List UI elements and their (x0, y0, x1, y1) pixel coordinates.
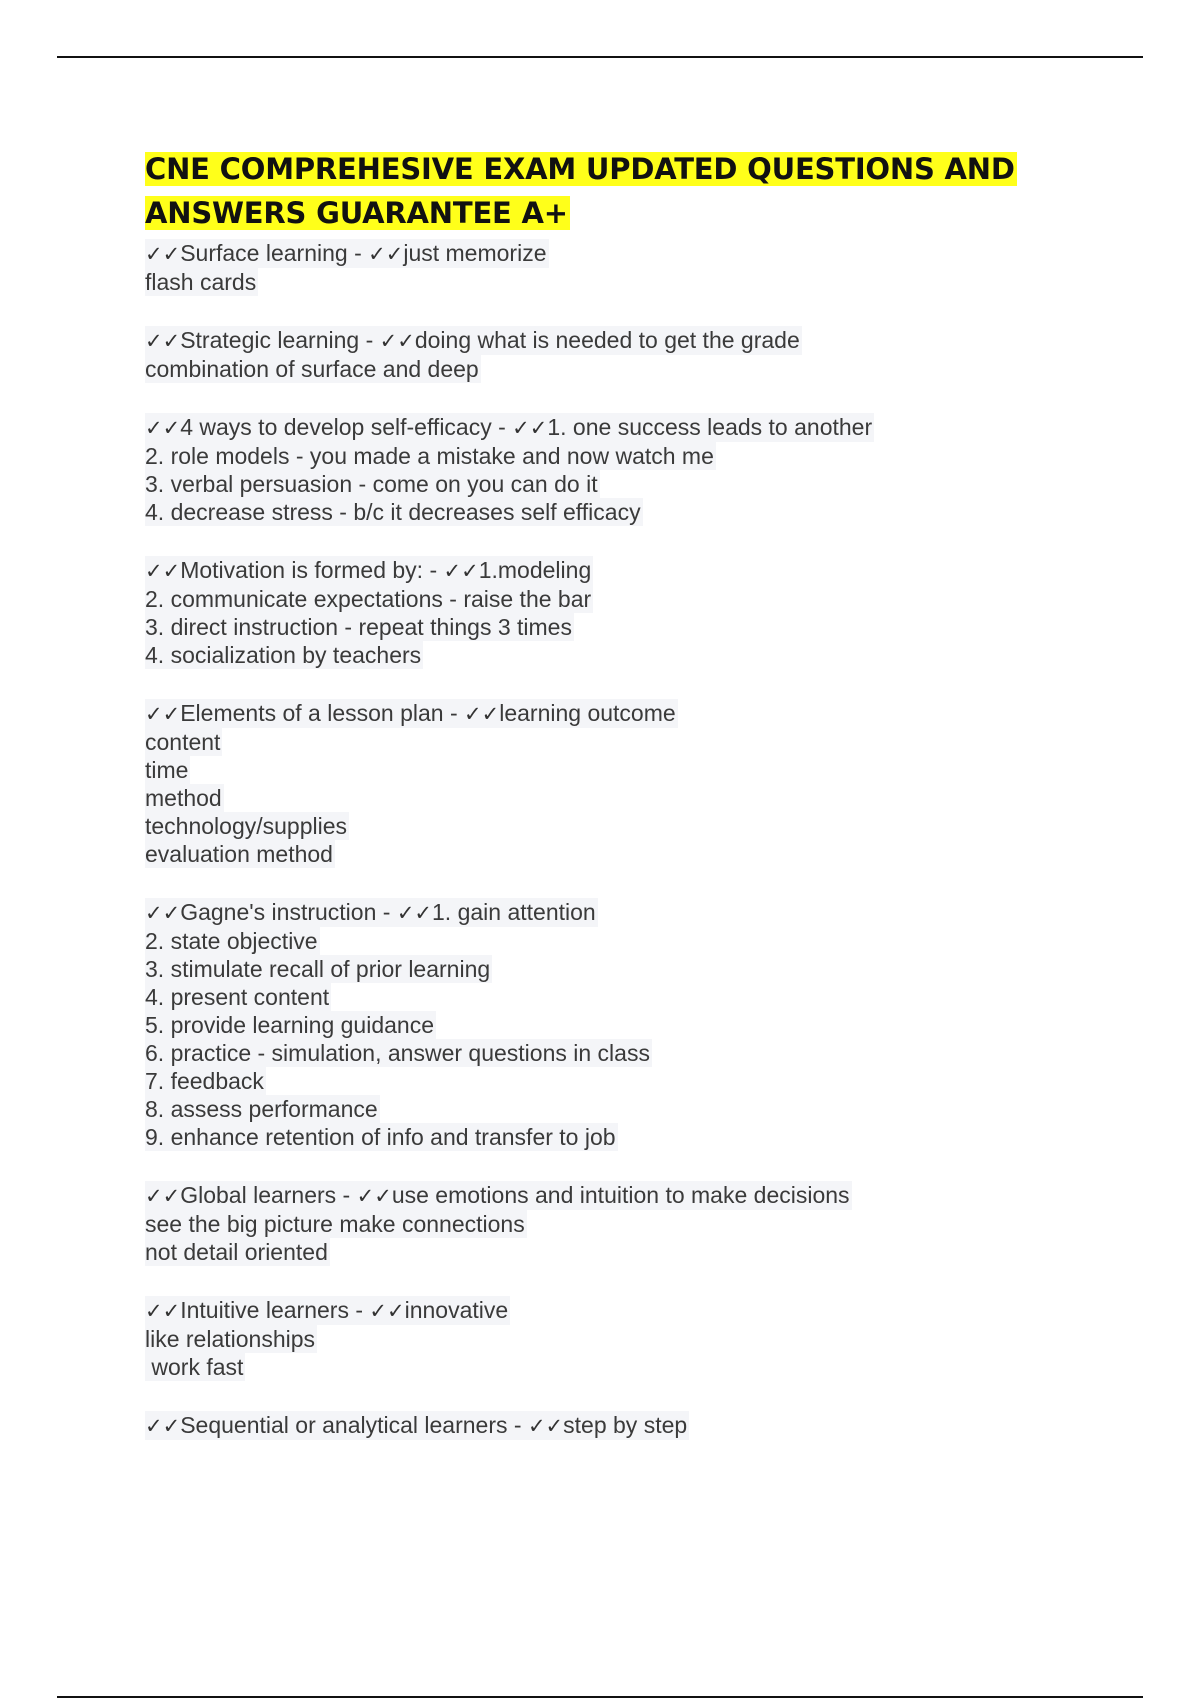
qa-answer-line: 4. present content (145, 984, 330, 1010)
qa-question: Surface learning - (180, 240, 369, 266)
check-mark-icon: ✓✓ (145, 559, 181, 583)
qa-item (145, 556, 1045, 669)
qa-item (145, 699, 1045, 868)
check-mark-icon: ✓✓ (145, 702, 181, 726)
qa-answer-line: 4. socialization by teachers (145, 642, 422, 668)
qa-question-line (145, 326, 802, 355)
check-mark-icon: ✓✓ (145, 416, 181, 440)
qa-answer-line: 9. enhance retention of info and transfer to job (145, 1124, 616, 1150)
qa-item (145, 239, 1045, 296)
qa-answer-line: 2. role models - you made a mistake and now watch me (145, 443, 714, 469)
qa-answer-line: 3. stimulate recall of prior learning (145, 956, 491, 982)
check-mark-icon: ✓✓ (443, 559, 479, 583)
qa-answer-line: technology/supplies (145, 813, 348, 839)
qa-answer: 1. gain attention (432, 899, 596, 925)
check-mark-icon: ✓✓ (512, 416, 548, 440)
qa-item (145, 326, 1045, 383)
document-body (145, 147, 1045, 1470)
qa-answer-line: 3. direct instruction - repeat things 3 times (145, 614, 572, 640)
qa-answer-line: time (145, 757, 189, 783)
check-mark-icon: ✓✓ (464, 702, 500, 726)
qa-answer: 1. one success leads to another (547, 414, 873, 440)
qa-question-line (145, 1296, 510, 1325)
qa-answer: step by step (563, 1412, 688, 1438)
qa-question-line (145, 556, 593, 585)
qa-question: Intuitive learners - (180, 1297, 370, 1323)
qa-answer-line: evaluation method (145, 841, 333, 867)
qa-question: Gagne's instruction - (180, 899, 397, 925)
document-title (145, 147, 1045, 235)
qa-item (145, 898, 1045, 1151)
qa-question: Strategic learning - (180, 327, 380, 353)
qa-question: Sequential or analytical learners - (180, 1412, 528, 1438)
qa-answer-line: like relationships (145, 1326, 316, 1352)
check-mark-icon: ✓✓ (369, 1299, 405, 1323)
qa-answer-line: 3. verbal persuasion - come on you can do it (145, 471, 598, 497)
qa-item (145, 413, 1045, 526)
qa-answer-line: 5. provide learning guidance (145, 1012, 434, 1038)
qa-answer: just memorize (403, 240, 547, 266)
check-mark-icon: ✓✓ (368, 242, 404, 266)
qa-answer: 1.modeling (478, 557, 592, 583)
qa-answer-line: see the big picture make connections (145, 1211, 525, 1237)
check-mark-icon: ✓✓ (527, 1414, 564, 1438)
check-mark-icon: ✓✓ (356, 1184, 392, 1208)
qa-question: Elements of a lesson plan - (180, 700, 465, 726)
qa-answer-line: 8. assess performance (145, 1096, 378, 1122)
qa-question: Motivation is formed by: - (180, 557, 444, 583)
qa-answer-line: method (145, 785, 222, 811)
qa-answer-line: 7. feedback (145, 1068, 264, 1094)
qa-list (145, 239, 1045, 1440)
check-mark-icon: ✓✓ (145, 1299, 181, 1323)
check-mark-icon: ✓✓ (396, 901, 433, 925)
qa-answer: innovative (404, 1297, 509, 1323)
qa-question-line (145, 699, 678, 728)
qa-answer-line: 2. communicate expectations - raise the bar (145, 586, 592, 612)
title-highlight: CNE COMPREHESIVE EXAM UPDATED QUESTIONS AND ANSWERS GUARANTEE A+ (145, 152, 1015, 230)
qa-question-line (145, 898, 598, 927)
qa-answer-line: 4. decrease stress - b/c it decreases self efficacy (145, 499, 641, 525)
qa-answer-line: flash cards (145, 269, 257, 295)
qa-answer: learning outcome (499, 700, 676, 726)
header-rule (57, 56, 1143, 58)
qa-answer-line: not detail oriented (145, 1239, 328, 1265)
qa-item (145, 1296, 1045, 1381)
qa-answer-line: content (145, 729, 221, 755)
check-mark-icon: ✓✓ (145, 242, 181, 266)
qa-question-line (145, 1181, 852, 1210)
qa-question-line (145, 413, 874, 442)
qa-answer-line: work fast (145, 1354, 244, 1380)
check-mark-icon: ✓✓ (379, 329, 415, 353)
qa-item (145, 1411, 1045, 1440)
check-mark-icon: ✓✓ (145, 1184, 181, 1208)
qa-question-line (145, 1411, 689, 1440)
qa-answer-line: 2. state objective (145, 928, 318, 954)
qa-answer: doing what is needed to get the grade (414, 327, 800, 353)
check-mark-icon: ✓✓ (145, 1414, 181, 1438)
check-mark-icon: ✓✓ (145, 329, 181, 353)
footer-rule (57, 1696, 1143, 1698)
qa-answer: use emotions and intuition to make decisions (391, 1182, 850, 1208)
qa-question-line (145, 239, 549, 268)
qa-question: Global learners - (180, 1182, 357, 1208)
qa-answer-line: 6. practice - simulation, answer questions in class (145, 1040, 650, 1066)
qa-answer-line: combination of surface and deep (145, 356, 479, 382)
qa-question: 4 ways to develop self-efficacy - (180, 414, 513, 440)
check-mark-icon: ✓✓ (145, 901, 181, 925)
qa-item (145, 1181, 1045, 1266)
